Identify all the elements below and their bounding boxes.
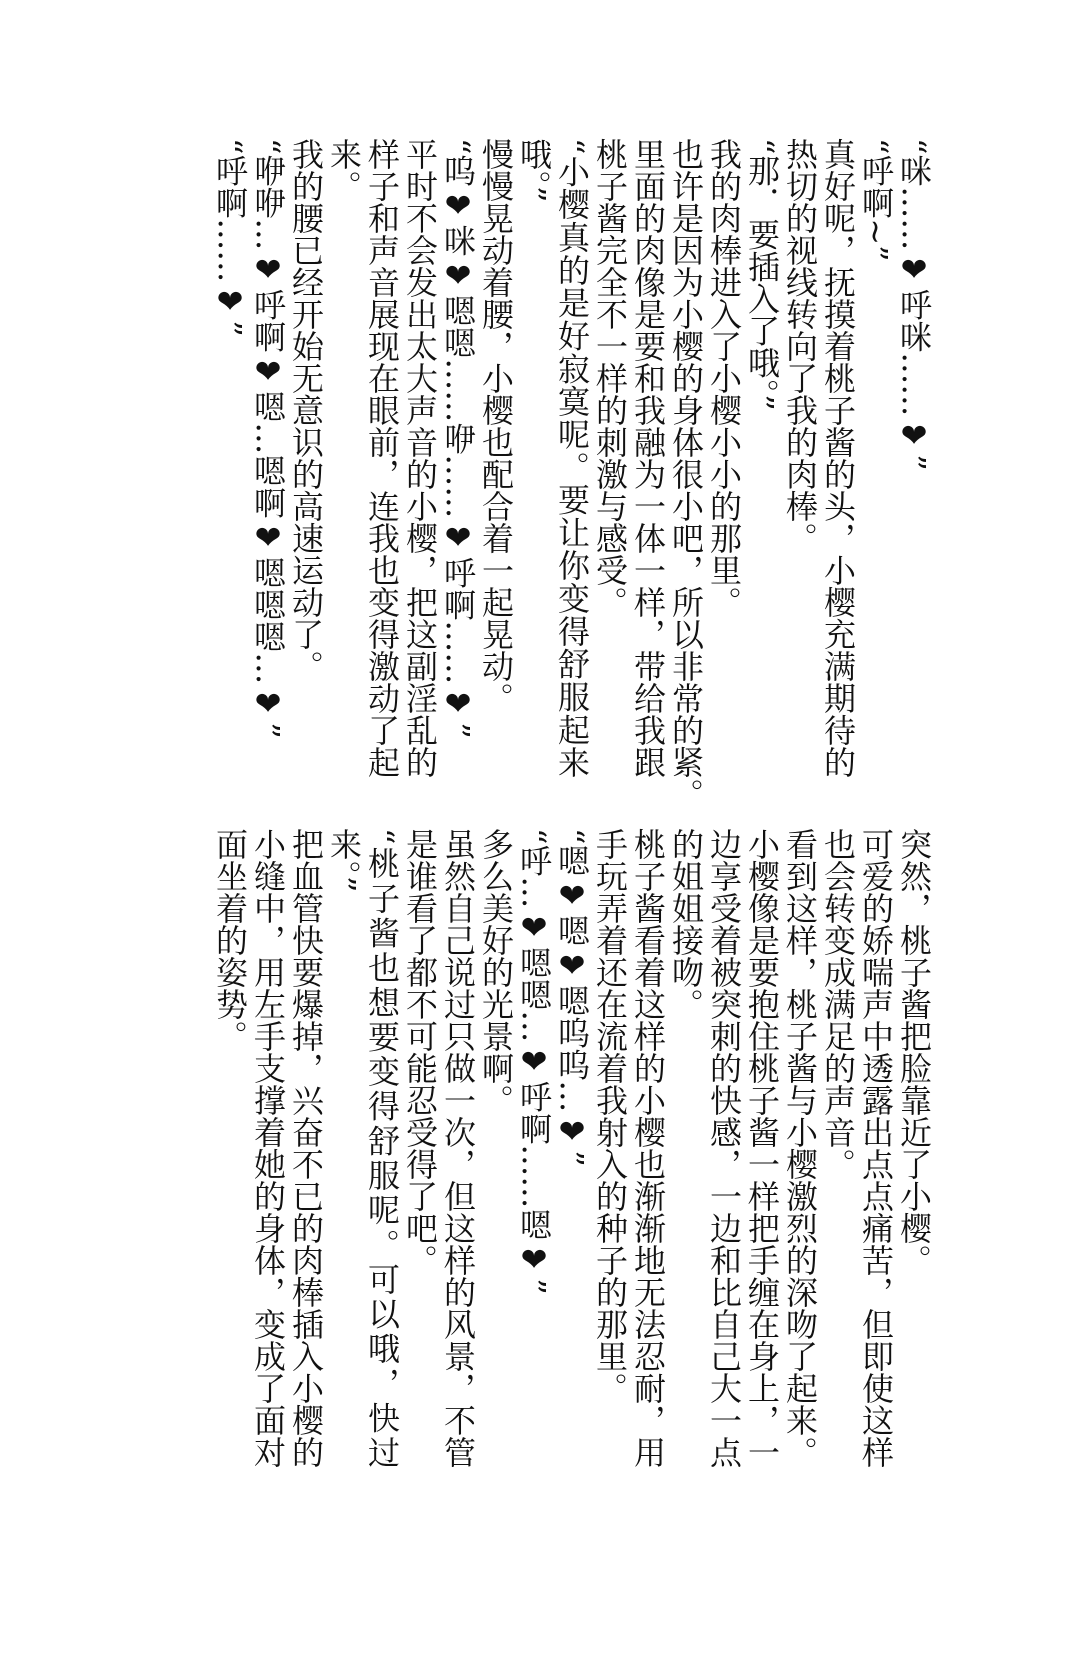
text-column: 哦。” [515, 138, 553, 203]
text-column: 边享受着被突刺的快感，一边和比自己大一点 [705, 828, 743, 1468]
text-column: 桃子酱看着这样的小樱也渐渐地无法忍耐，用 [629, 828, 667, 1468]
text-column: 也会转变成满足的声音。 [819, 828, 857, 1180]
text-column: 小缝中，用左手支撑着她的身体，变成了面对 [249, 828, 287, 1468]
text-block-bottom [211, 828, 933, 1468]
text-column: 突然，桃子酱把脸靠近了小樱。 [895, 828, 933, 1276]
text-column: “那．要插入了哦。” [743, 138, 781, 411]
text-column: 来。 [325, 138, 363, 202]
text-column: 虽然自己说过只做一次，但这样的风景，不管 [439, 828, 477, 1468]
text-column: 小樱像是要抱住桃子酱一样把手缠在身上，一 [743, 828, 781, 1468]
text-column: 样子和声音展现在眼前，连我也变得激动了起 [363, 138, 401, 778]
text-column: 多么美好的光景啊。 [477, 828, 515, 1116]
text-column: 来。” [325, 828, 363, 893]
text-column: 热切的视线转向了我的肉棒。 [781, 138, 819, 554]
text-column: 也许是因为小樱的身体很小吧，所以非常的紧。 [667, 138, 705, 810]
text-column: 看到这样，桃子酱与小樱激烈的深吻了起来。 [781, 828, 819, 1468]
text-column: 手玩弄着还在流着我射入的种子的那里。 [591, 828, 629, 1404]
text-column: 我的肉棒进入了小樱小小的那里。 [705, 138, 743, 618]
text-column: 真好呢，抚摸着桃子酱的头，小樱充满期待的 [819, 138, 857, 778]
text-column: 桃子酱完全不一样的刺激与感受。 [591, 138, 629, 618]
text-column: “呼啊~” [857, 138, 895, 262]
text-block-top [211, 138, 933, 810]
text-column: 可爱的娇喘声中透露出点点痛苦，但即使这样 [857, 828, 895, 1468]
text-column: 的姐姐接吻。 [667, 828, 705, 1020]
text-column: “呼…❤嗯嗯…❤呼啊……嗯❤” [515, 828, 553, 1295]
text-column: 平时不会发出太大声音的小樱，把这副淫乱的 [401, 138, 439, 778]
text-column: “咪……❤呼咪……❤” [895, 138, 933, 471]
text-column: “嗯❤嗯❤嗯呜呜…❤” [553, 828, 591, 1167]
text-column: 是谁看了都不可能忍受得了吧。 [401, 828, 439, 1276]
text-column: 我的腰已经开始无意识的高速运动了。 [287, 138, 325, 682]
text-column: 面坐着的姿势。 [211, 828, 249, 1052]
text-column: “桃子酱也想要变得舒服呢。可以哦，快过 [363, 828, 401, 1468]
text-column: 里面的肉像是要和我融为一体一样，带给我跟 [629, 138, 667, 778]
text-column: “小樱真的是好寂寞呢。要让你变得舒服起来 [553, 138, 591, 778]
text-column: “呜❤咪❤嗯嗯……咿……❤呼啊……❤” [439, 138, 477, 739]
text-column: “呼啊……❤” [211, 138, 249, 337]
text-column: 把血管快要爆掉，兴奋不已的肉棒插入小樱的 [287, 828, 325, 1468]
text-column: 慢慢晃动着腰，小樱也配合着一起晃动。 [477, 138, 515, 714]
text-column: “咿咿…❤呼啊❤嗯…嗯啊❤嗯嗯嗯…❤” [249, 138, 287, 739]
